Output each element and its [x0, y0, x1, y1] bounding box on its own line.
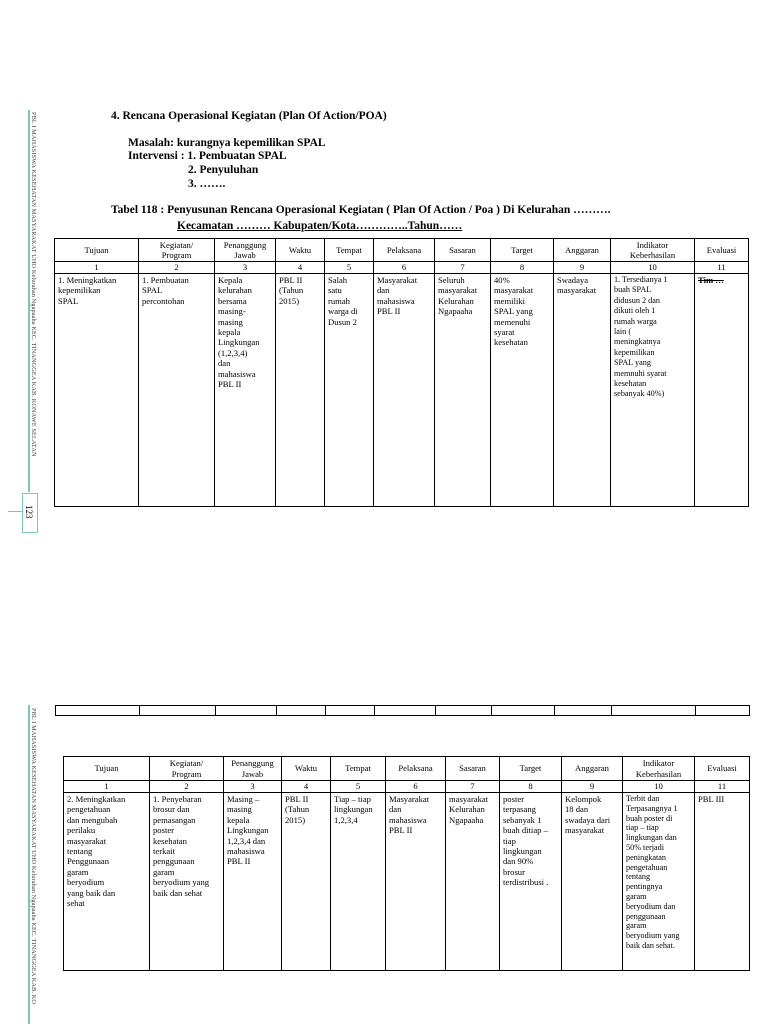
cell-target: 40% masyarakat memiliki SPAL yang memenuhi syarat kesehatan: [491, 274, 554, 507]
header-kegiatan: Kegiatan/ Program: [150, 757, 224, 781]
poa-table-1: [54, 238, 749, 507]
poa-table-2: [63, 756, 750, 971]
cell-target: poster terpasang sebanyak 1 buah ditiap – tiap lingkungan dan 90% brosur terdistribusi .: [500, 793, 562, 971]
col-number: 10: [623, 781, 695, 793]
cell-kegiatan: 1. Penyebaran brosur dan pemasangan poster kesehatan terkait penggunaan garam beryodium yang baik dan sehat: [150, 793, 224, 971]
header-tempat: Tempat: [331, 757, 386, 781]
header-penanggung-jawab: Penanggung Jawab: [215, 239, 276, 262]
table-caption: Tabel 118 : Penyusunan Rencana Operasional Kegiatan ( Plan Of Action / Poa ) Di Kelurahan ……….: [111, 204, 611, 216]
header-sasaran: Sasaran: [446, 757, 500, 781]
header-waktu: Waktu: [276, 239, 325, 262]
col-number: 8: [491, 262, 554, 274]
cell-evaluasi: PBL III: [695, 793, 750, 971]
col-number: 9: [554, 262, 611, 274]
header-tujuan: Tujuan: [55, 239, 139, 262]
cell-pelaksana: Masyarakat dan mahasiswa PBL II: [386, 793, 446, 971]
header-kegiatan: Kegiatan/ Program: [139, 239, 215, 262]
col-number: 4: [276, 262, 325, 274]
cell-anggaran: Swadaya masyarakat: [554, 274, 611, 507]
cell-indikator: 1. Tersedianya 1 buah SPAL didusun 2 dan dikuti oleh 1 rumah warga lain ( meningkatnya kepemilikan SPAL yang memnuhi syarat kesehatan sebanyak 40%): [611, 274, 695, 507]
header-tujuan: Tujuan: [64, 757, 150, 781]
cell-kegiatan: 1. Pembuatan SPAL percontohan: [139, 274, 215, 507]
table-row: [64, 793, 750, 971]
page1-margin-text: PBL I MAHASISWA KESEHATAN MASYARAKAT UHO Kelurahan Ngapaaha KEC. TINANGGEA KAB. KONAWE SELATAN: [30, 112, 37, 457]
cell-penanggung-jawab: Masing – masing kepala Lingkungan 1,2,3,4 dan mahasiswa PBL II: [224, 793, 282, 971]
header-tempat: Tempat: [325, 239, 374, 262]
col-number: 1: [55, 262, 139, 274]
col-number: 8: [500, 781, 562, 793]
cell-waktu: PBL II (Tahun 2015): [276, 274, 325, 507]
page2-margin-text: PBL I MAHASISWA KESEHATAN MASYARAKAT UHO Kelurahan Ngapaaha KEC. TINANGGEA KAB. KO: [30, 708, 37, 1004]
col-number: 7: [446, 781, 500, 793]
header-evaluasi: Evaluasi: [695, 239, 749, 262]
header-penanggung-jawab: Penanggung Jawab: [224, 757, 282, 781]
col-number: 3: [224, 781, 282, 793]
cell-evaluasi: Tim …: [695, 274, 749, 507]
intervensi-line-3: 3. …….: [188, 178, 226, 190]
header-sasaran: Sasaran: [435, 239, 491, 262]
col-number: 7: [435, 262, 491, 274]
cell-pelaksana: Masyarakat dan mahasiswa PBL II: [374, 274, 435, 507]
col-number: 6: [386, 781, 446, 793]
col-number: 11: [695, 781, 750, 793]
cell-sasaran: masyarakat Kelurahan Ngapaaha: [446, 793, 500, 971]
header-waktu: Waktu: [282, 757, 331, 781]
cell-penanggung-jawab: Kepala kelurahan bersama masing- masing kepala Lingkungan (1,2,3,4) dan mahasiswa PBL II: [215, 274, 276, 507]
header-pelaksana: Pelaksana: [386, 757, 446, 781]
header-anggaran: Anggaran: [554, 239, 611, 262]
header-evaluasi: Evaluasi: [695, 757, 750, 781]
table-caption-subline: Kecamatan ……… Kabupaten/Kota…………..Tahun……: [177, 220, 463, 232]
col-number: 10: [611, 262, 695, 274]
col-number: 6: [374, 262, 435, 274]
header-target: Target: [491, 239, 554, 262]
col-number: 3: [215, 262, 276, 274]
col-number: 11: [695, 262, 749, 274]
header-indikator: Indikator Keberhasilan: [611, 239, 695, 262]
table-row: [55, 274, 749, 507]
cell-indikator: Terbit dan Terpasangnya 1 buah poster di tiap – tiap lingkungan dan 50% terjadi peningkatan pengetahuan tentang pentingnya garam beryodium dan penggunaan garam beryodium yang baik dan sehat.: [623, 793, 695, 971]
intervensi-line-2: 2. Penyuluhan: [188, 164, 259, 176]
continued-row-strip: [55, 705, 750, 716]
cell-waktu: PBL II (Tahun 2015): [282, 793, 331, 971]
cell-tempat: Tiap – tiap lingkungan 1,2,3,4: [331, 793, 386, 971]
cell-tujuan: 1. Meningkatkan kepemilikan SPAL: [55, 274, 139, 507]
header-pelaksana: Pelaksana: [374, 239, 435, 262]
page-number-tick: [8, 511, 22, 512]
section-title: 4. Rencana Operasional Kegiatan (Plan Of Action/POA): [111, 110, 387, 122]
cell-tujuan: 2. Meningkatkan pengetahuan dan mengubah perilaku masyarakat tentang Penggunaan garam beryodium yang baik dan sehat: [64, 793, 150, 971]
cell-sasaran: Seluruh masyarakat Kelurahan Ngapaaha: [435, 274, 491, 507]
col-number: 2: [150, 781, 224, 793]
cell-tempat: Salah satu rumah warga di Dusun 2: [325, 274, 374, 507]
header-target: Target: [500, 757, 562, 781]
col-number: 9: [562, 781, 623, 793]
col-number: 4: [282, 781, 331, 793]
header-indikator: Indikator Keberhasilan: [623, 757, 695, 781]
col-number: 1: [64, 781, 150, 793]
intervensi-line-1: Intervensi : 1. Pembuatan SPAL: [128, 150, 287, 162]
masalah-line: Masalah: kurangnya kepemilikan SPAL: [128, 137, 326, 149]
header-anggaran: Anggaran: [562, 757, 623, 781]
col-number: 5: [331, 781, 386, 793]
page-number: 123: [24, 505, 34, 519]
cell-anggaran: Kelompok 18 dan swadaya dari masyarakat: [562, 793, 623, 971]
col-number: 5: [325, 262, 374, 274]
col-number: 2: [139, 262, 215, 274]
